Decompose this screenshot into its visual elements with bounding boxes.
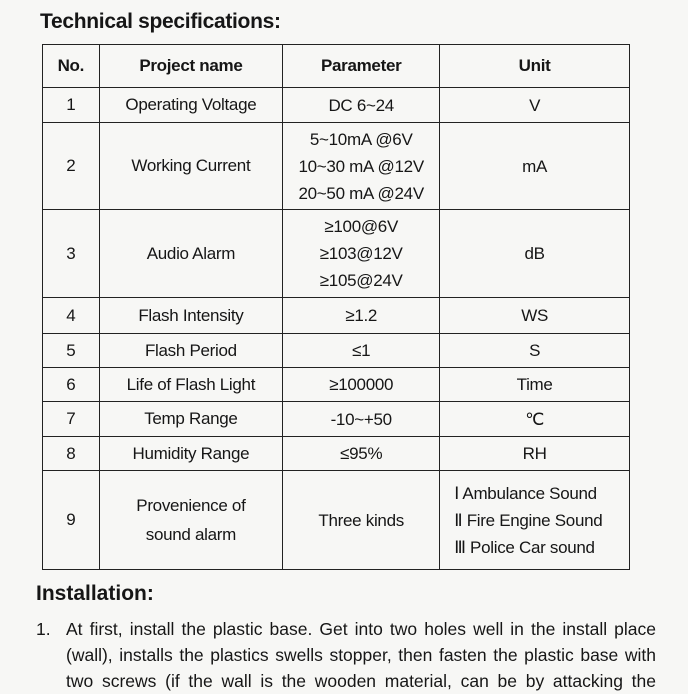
parameter-value	[283, 402, 440, 437]
param-line: DC 6~24	[328, 95, 394, 115]
param-line: ≥1.2	[345, 306, 378, 325]
param-line: ≥100000	[329, 375, 394, 394]
parameter-value	[283, 437, 440, 471]
unit-line: Ⅲ Police Car sound	[454, 537, 595, 557]
table-row	[43, 88, 630, 123]
unit-line: V	[529, 95, 541, 115]
project-name: Audio Alarm	[99, 210, 283, 298]
unit-value	[440, 402, 630, 437]
param-line: ≥100@6V	[324, 217, 399, 236]
header-parameter: Parameter	[283, 45, 440, 88]
unit-value	[440, 123, 630, 210]
table-row	[43, 471, 630, 570]
param-line: ≤95%	[340, 444, 383, 463]
header-project-name: Project name	[99, 45, 283, 88]
step-number: 1.	[36, 619, 51, 639]
project-name: Operating Voltage	[99, 88, 283, 123]
row-number: 6	[43, 368, 100, 402]
project-name-text: Provenience of sound alarm	[136, 496, 246, 544]
project-name: Flash Intensity	[99, 298, 283, 334]
table-row	[43, 123, 630, 210]
parameter-value	[283, 368, 440, 402]
parameter-value	[283, 471, 440, 570]
table-row	[43, 368, 630, 402]
unit-line: dB	[524, 244, 545, 263]
parameter-value	[283, 123, 440, 210]
unit-line: Ⅰ Ambulance Sound	[454, 483, 597, 503]
parameter-value	[283, 298, 440, 334]
table-header	[43, 45, 630, 88]
table-row	[43, 298, 630, 334]
header-no: No.	[43, 45, 100, 88]
row-number: 7	[43, 402, 100, 437]
unit-line: mA	[522, 156, 548, 176]
project-name: Working Current	[99, 123, 283, 210]
unit-value	[440, 437, 630, 471]
table-row	[43, 402, 630, 437]
unit-value	[440, 471, 630, 570]
parameter-value	[283, 334, 440, 368]
section-title: Technical specifications:	[40, 10, 281, 33]
parameter-value	[283, 210, 440, 298]
table-row	[43, 334, 630, 368]
parameter-value	[283, 88, 440, 123]
param-line: ≥105@24V	[319, 271, 403, 290]
row-number: 5	[43, 334, 100, 368]
unit-value	[440, 298, 630, 334]
unit-value	[440, 88, 630, 123]
param-line: -10~+50	[330, 409, 392, 429]
param-line: ≤1	[352, 341, 371, 360]
param-line: 5~10mA @6V	[309, 129, 413, 149]
project-name	[99, 471, 283, 570]
row-number: 4	[43, 298, 100, 334]
param-line: 10~30 mA @12V	[298, 156, 424, 176]
installation-heading: Installation:	[36, 582, 154, 605]
row-number: 1	[43, 88, 100, 123]
project-name: Temp Range	[99, 402, 283, 437]
table-row	[43, 210, 630, 298]
param-line: Three kinds	[318, 510, 404, 530]
unit-value	[440, 210, 630, 298]
project-name: Flash Period	[99, 334, 283, 368]
header-unit: Unit	[440, 45, 630, 88]
unit-line: S	[529, 341, 541, 360]
unit-value	[440, 334, 630, 368]
step-text: At first, install the plastic base. Get into two holes well in the install place (wall), installs the plastics swells stopper, then fasten the plastic base with two screws (if the wall is the wooden material, can be by attacking the	[66, 619, 656, 691]
row-number: 8	[43, 437, 100, 471]
table-row	[43, 437, 630, 471]
param-line: 20~50 mA @24V	[298, 183, 424, 203]
unit-line: WS	[521, 306, 548, 325]
unit-line: RH	[522, 444, 547, 463]
unit-value	[440, 368, 630, 402]
row-number: 9	[43, 471, 100, 570]
row-number: 2	[43, 123, 100, 210]
project-name: Life of Flash Light	[99, 368, 283, 402]
unit-line: ℃	[525, 409, 544, 429]
row-number: 3	[43, 210, 100, 298]
spec-table	[42, 44, 630, 570]
unit-line: Time	[516, 375, 553, 394]
installation-step	[36, 616, 656, 694]
unit-line: Ⅱ Fire Engine Sound	[454, 510, 603, 530]
param-line: ≥103@12V	[319, 244, 403, 263]
project-name: Humidity Range	[99, 437, 283, 471]
